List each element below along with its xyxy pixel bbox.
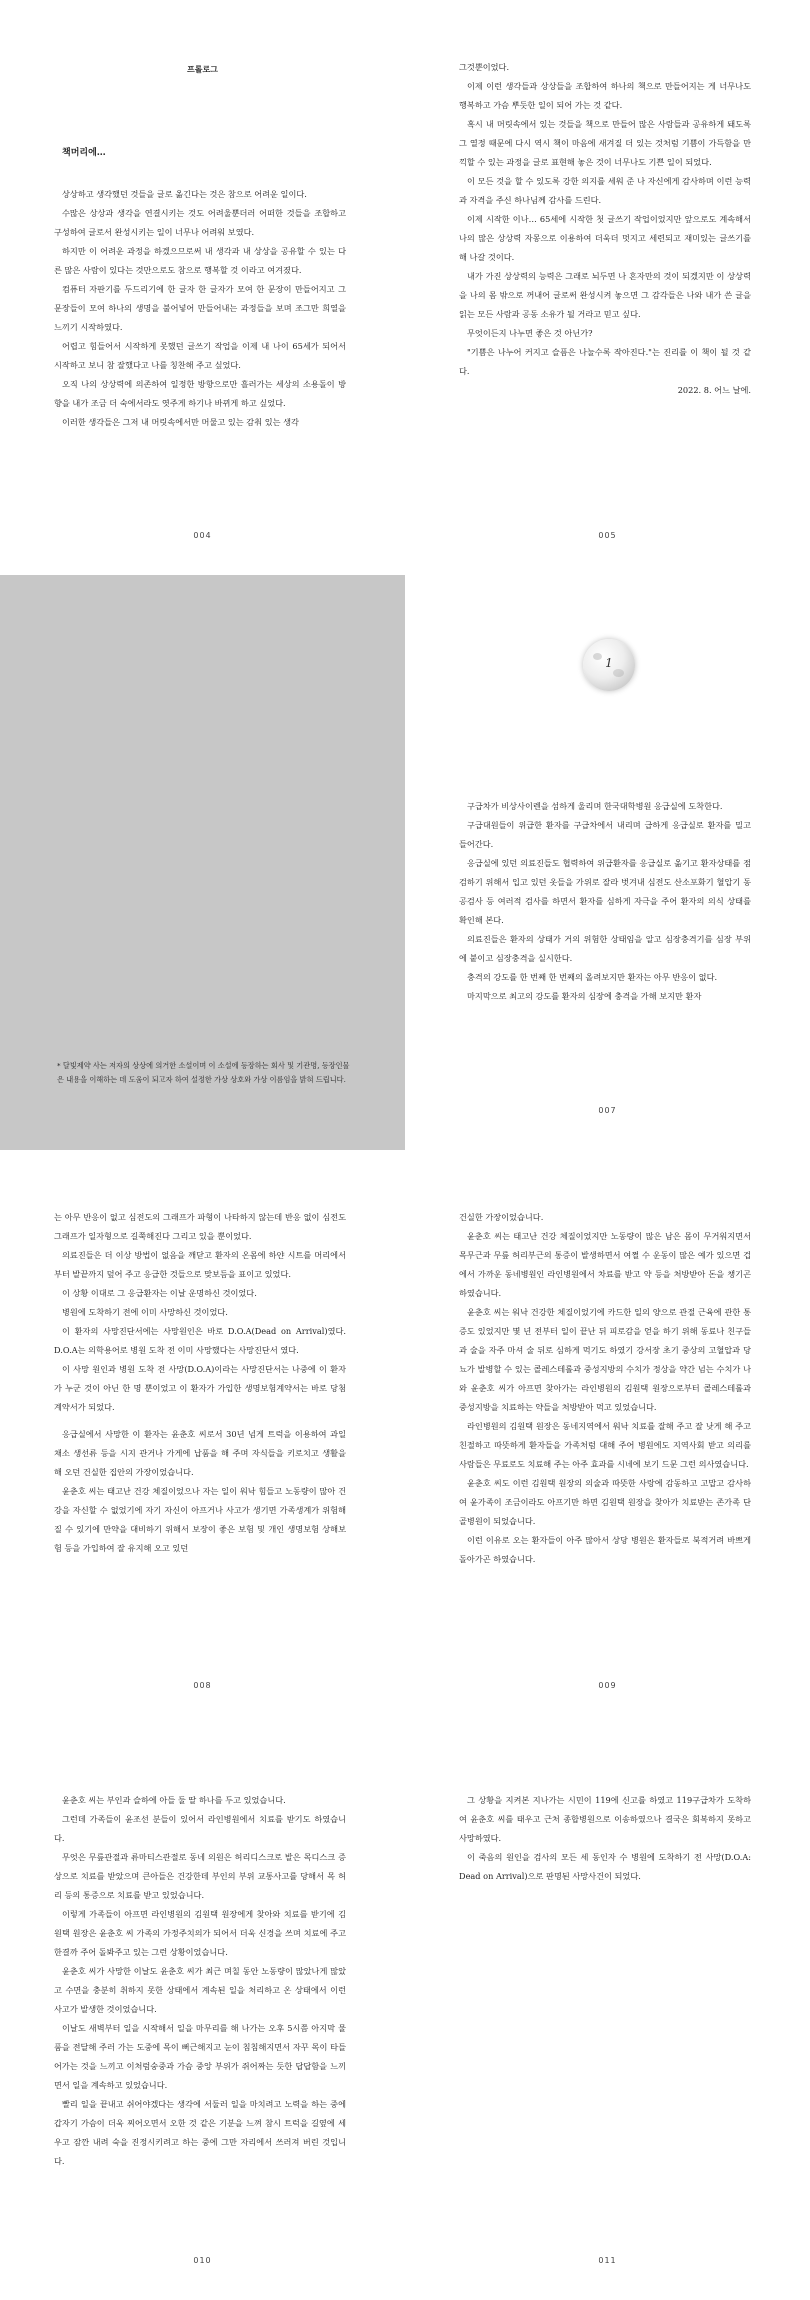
chapter-number: 1 [605, 656, 613, 670]
paragraph: 이렇게 가족들이 아프면 라인병원의 김원택 원장에게 찾아와 치료를 받기에 김원택 원장은 윤춘호 씨 가족의 가정주치의가 되어서 더욱 신경을 쓰며 치료에 주고 한결까 주어 돌봐주고 있는 그런 상황이었습니다. [54, 1909, 346, 1957]
paragraph: 이날도 새벽부터 일을 시작해서 일을 마무리를 해 나가는 오후 5시쯤 아지막 물품을 전달해 주러 가는 도중에 목이 뻐근해지고 눈이 침침해지면서 자꾸 목이 타들어가는 것을 느끼고 이처럼숭중과 가슴 중앙 부위가 쥐어짜는 듯한 답답함을 느끼면서 일을 계속하고 있었습니다. [54, 2023, 346, 2090]
paragraph: 하지만 이 어려운 과정을 하겠으므로써 내 생각과 내 상상을 공유할 수 있는 다른 많은 사람이 있다는 것만으로도 참으로 행복할 것 이라고 여겨졌다. [54, 246, 346, 275]
paragraph: 윤춘호 씨가 사망한 이날도 윤춘호 씨가 최근 며칠 동안 노동량이 많았나게 많았고 수면을 충분히 취하지 못한 상태에서 계속된 일을 처리하고 온 상태에서 이런 사고가 발생한 것이었습니다. [54, 1966, 346, 2014]
page-008-body [54, 1208, 346, 1558]
paragraph: 윤춘호 씨는 태고난 건강 체질이었으나 자는 일이 워낙 힘들고 노동량이 많아 건강을 자신할 수 없었기에 자기 자신이 아프거나 사고가 생기면 가족생계가 위험해질 수 있기에 만약을 대비하기 위해서 보장이 좋은 보험 및 개인 생명보험 상해보험 등을 가입하여 잘 유지해 오고 있던 [54, 1486, 346, 1553]
page-number: 005 [598, 531, 617, 540]
paragraph: 빨리 일을 끝내고 쉬어야겠다는 생각에 서둘러 일을 마치려고 노력을 하는 중에 갑자기 가슴이 더욱 찌어오면서 오한 것 같은 기분을 느껴 참시 트럭을 길옆에 세우고 잠깐 내려 숙을 진정시키려고 하는 중에 그만 자리에서 쓰러져 버린 것입니다. [54, 2099, 346, 2166]
paragraph: 구급차가 비상사이렌을 섬하게 울리며 한국대학병원 응급실에 도착한다. [467, 801, 723, 811]
paragraph: 윤춘호 씨는 부인과 슬하에 아들 둘 딸 하나를 두고 있었습니다. [62, 1795, 286, 1805]
paragraph: 이러한 생각들은 그저 내 머릿속에서만 머물고 있는 감춰 있는 생각 [62, 417, 299, 427]
paragraph: 내가 가진 상상력의 능력은 그래로 뇌두면 나 혼자만의 것이 되겠지만 이 상상력을 나의 몸 밖으로 꺼내어 글로써 완성시켜 놓으면 그 감각들은 나와 내가 쓴 글을 읽는 모든 사람과 공동 소유가 될 거라고 믿고 싶다. [459, 271, 751, 319]
paragraph: "기쁨은 나누어 커지고 슬픔은 나눌수록 작아진다."는 진리를 이 책이 될 것 같다. [459, 347, 751, 376]
paragraph: 그런데 가족들이 윤조선 분들이 있어서 라인병원에서 치료를 받기도 하였습니다. [54, 1814, 346, 1843]
paragraph: 수많은 상상과 생각을 연결시키는 것도 어려울뿐더러 어떠한 것들을 조합하고 구성하여 글로서 완성시키는 일이 너무나 어려워 보였다. [54, 208, 346, 237]
page-005 [405, 0, 810, 575]
paragraph: 충격의 강도를 한 번째 한 번째의 올려보지만 환자는 아무 반응이 없다. [467, 972, 718, 982]
paragraph: 윤춘호 씨도 이런 김원택 원장의 의술과 따뜻한 사랑에 감동하고 고맙고 감사하여 윤가족이 조금이라도 아프기만 하면 김원택 원장을 찾아가 치료받는 존가족 단골병원이 되었습니다. [459, 1478, 751, 1526]
page-008 [0, 1150, 405, 1725]
paragraph: 이제 시작한 이나… 65세에 시작한 첫 글쓰기 작업이었지만 앞으로도 계속해서 나의 많은 상상력 자몽으로 이용하여 더욱더 멋지고 세련되고 재미있는 글쓰기를 해 나갈 것이다. [459, 214, 751, 262]
paragraph: 응급실에서 사망한 이 환자는 윤춘호 씨로서 30년 넘게 트럭을 이용하여 과일 채소 생선류 등을 시지 관거나 가게에 납품을 해 주며 자식들을 키로치고 생활을 해 오던 건실한 집안의 가장이었습니다. [54, 1429, 346, 1477]
page-number: 008 [193, 1681, 212, 1690]
paragraph: 라인병원의 김원택 원장은 동네지역에서 워낙 치료를 잘해 주고 잘 낫게 해 주고 친절하고 따뜻하게 환자들을 가족처럼 대해 주어 병원에도 지역사회 받고 의리를 사람들은 무료로도 치료해 주는 아주 효과를 시네에 보기 드문 그런 의사였습니다. [459, 1421, 751, 1469]
paragraph: 이런 이유로 오는 환자들이 아주 많아서 상당 병원은 환자들로 북적거려 바쁘게 돌아가곤 하였습니다. [459, 1535, 751, 1564]
disclaimer-page [0, 575, 405, 1150]
paragraph: 의료진들은 환자의 상태가 거의 위험한 상태임을 알고 심장충격기를 심장 부위에 붙이고 심장충격을 실시한다. [459, 934, 751, 963]
paragraph: 오직 나의 상상력에 의존하여 일정한 방향으로만 흘러가는 세상의 소용돌이 방향을 내가 조금 더 숙에서라도 엿주게 하기나 바뀌게 하고 싶었다. [54, 379, 346, 408]
paragraph: 이 모든 것을 할 수 있도록 강한 의지를 세워 준 나 자신에게 감사하며 이런 능력과 자격을 주신 하나님께 감사를 드린다. [459, 176, 751, 205]
paragraph: 윤춘호 씨는 태고난 건강 체질이었지만 노동량이 많은 남은 몸이 무거워지면서 목무근과 무릎 허리부근의 통증이 발생하면서 여쩔 수 운동이 많은 예가 있으면 겁에서 가까운 동네병원인 라인병원에서 차료를 받고 약 등을 처방받아 돈을 챙기곤 하였습니다. [459, 1231, 751, 1298]
page-007 [405, 575, 810, 1150]
page-004 [0, 0, 405, 575]
moon-chapter-icon [583, 639, 635, 691]
page-011 [405, 1725, 810, 2300]
page-number: 004 [193, 531, 212, 540]
paragraph: 그 상황을 지켜본 지나가는 시민이 119에 신고를 하였고 119구급차가 도착하여 윤춘호 씨를 태우고 근처 종합병원으로 이송하였으나 결국은 회복하지 못하고 사망하였다. [459, 1795, 751, 1843]
prologue-title: 프롤로그 [187, 65, 218, 74]
page-number: 011 [598, 2256, 617, 2265]
page-011-body [459, 1791, 751, 1886]
paragraph: 그것뿐이었다. [459, 62, 510, 72]
paragraph: 이 죽음의 원인을 검사의 모든 세 동인자 수 병원에 도착하기 전 사망(D.O.A: Dead on Arrival)으로 판명된 사망사건이 되었다. [459, 1852, 751, 1881]
paragraph: 의료진들은 더 이상 방법이 없음을 깨닫고 환자의 온몸에 하얀 시트를 머리에서부터 발끝까지 덮어 주고 응급한 것들으로 맞보듬을 표이고 있었다. [54, 1250, 346, 1279]
preface-heading: 책머리에… [62, 148, 106, 158]
paragraph: 이 사망 원인과 병원 도착 전 사망(D.O.A)이라는 사망진단서는 나중에 이 환자가 누군 것이 아닌 한 명 뿐이었고 이 환자가 가입한 생명보험계약서는 바로 당첨계약서가 되었다. [54, 1364, 346, 1412]
paragraph: 응급실에 있던 의료진들도 협력하여 위급환자를 응급실로 옮기고 환자상태를 점검하기 위해서 입고 있던 옷들을 가위로 잘라 벗겨내 심전도 산소포화기 혈압기 동공검사 등 여러적 검사를 하면서 환자를 심하게 자극을 주어 환자의 의식 상태를 확인해 본다. [459, 858, 751, 925]
paragraph: 컴퓨터 자판기를 두드리기에 한 글자 한 글자가 모여 한 문장이 만들어지고 그 문장들이 모여 하나의 생명을 불어넣어 만들어내는 과정들을 보며 조그만 희열을 느끼기 시작하였다. [54, 284, 346, 332]
paragraph: 윤춘호 씨는 워낙 건강한 체질이었기에 카드한 일의 양으로 관절 근육에 관한 통증도 있었지만 몇 년 전부터 일이 끝난 뒤 피로감을 얻을 하기 위해 동료나 친구들과 술을 자주 마셔 술 뒤로 심하게 먹기도 하였기 강서장 초기 중상의 고혈압과 당뇨가 발병할 수 있는 콜레스테롤과 중성지방의 수치가 정상을 약간 넘는 수치가 나와 윤춘호 씨가 아프면 찾아가는 라인병원의 김원택 원장으로부터 콜레스테롤과 중성지방을 치료하는 약들을 처방받아 먹고 있었습니다. [459, 1307, 751, 1412]
paragraph: 혹시 내 머릿속에서 있는 것들을 책으로 만들어 많은 사람들과 공유하게 돼도록 그 열정 때문에 다시 역시 책이 마음에 새겨질 더 있는 것처럼 기쁨이 가득함을 만끽할 수 있는 과정을 글로 표현해 놓은 것이 너무나도 기쁜 일이 되었다. [459, 119, 751, 167]
paragraph: 무엇이든지 나누면 좋은 것 아닌가? [467, 328, 593, 338]
signature-date: 2022. 8. 어느 날에. [677, 385, 751, 395]
page-009 [405, 1150, 810, 1725]
paragraph: 상상하고 생각했던 것들을 글로 옮긴다는 것은 참으로 어려운 일이다. [62, 189, 307, 199]
fiction-disclaimer: * 달빛제약 사는 저자의 상상에 의거한 소설이며 이 소설에 등장하는 회사 및 기관명, 등장인물은 내용을 이해하는 데 도움이 되고자 하여 설정한 가상 상호와 가상 이름임을 밝혀 드립니다. [57, 1061, 350, 1084]
page-007-body [459, 797, 751, 1006]
page-009-body [459, 1208, 751, 1569]
paragraph: 는 아무 반응이 없고 심전도의 그래프가 파형이 나타하지 않는데 반응 없이 심전도그래프가 일자형으로 길쭉해진다 그리고 있을 뿐이었다. [54, 1212, 346, 1241]
paragraph: 이 환자의 사망진단서에는 사망원인은 바로 D.O.A(Dead on Arrival)였다. D.O.A는 의학용어로 병원 도착 전 이미 사망했다는 사망진단서 였다. [54, 1326, 346, 1355]
page-number: 010 [193, 2256, 212, 2265]
paragraph: 무엇은 무릎관절과 류마티스관절로 동네 의원은 허리디스크로 발은 목디스크 증상으로 치료를 받았으며 큰아들은 건강한데 부인의 부위 교통사고를 당해서 목 허리 등의 통증으로 치료를 받고 있었습니다. [54, 1852, 346, 1900]
page-010 [0, 1725, 405, 2300]
page-004-body [54, 185, 346, 432]
paragraph: 병원에 도착하기 전에 이미 사망하신 것이었다. [62, 1307, 228, 1317]
page-010-body [54, 1791, 346, 2171]
paragraph: 이제 이런 생각들과 상상들을 조합하여 하나의 책으로 만들어지는 게 너무나도 행복하고 가슴 뿌듯한 일이 되어 가는 것 같다. [459, 81, 751, 110]
paragraph: 건실한 가장이었습니다. [459, 1212, 544, 1222]
page-number: 009 [598, 1681, 617, 1690]
page-number: 007 [598, 1106, 617, 1115]
paragraph: 이 상황 이대로 그 응급환자는 이날 운명하신 것이었다. [62, 1288, 257, 1298]
paragraph: 구급대원들이 위급한 환자를 구급차에서 내리며 급하게 응급실로 환자를 밀고 들어간다. [459, 820, 751, 849]
paragraph: 마지막으로 최고의 강도를 환자의 심장에 충격을 가해 보지만 환자 [467, 991, 702, 1001]
paragraph: 어렵고 힘들어서 시작하게 못했던 글쓰기 작업을 이제 내 나이 65세가 되어서 시작하고 보니 참 잘했다고 나를 칭찬해 주고 싶었다. [54, 341, 346, 370]
page-005-body [459, 58, 751, 400]
